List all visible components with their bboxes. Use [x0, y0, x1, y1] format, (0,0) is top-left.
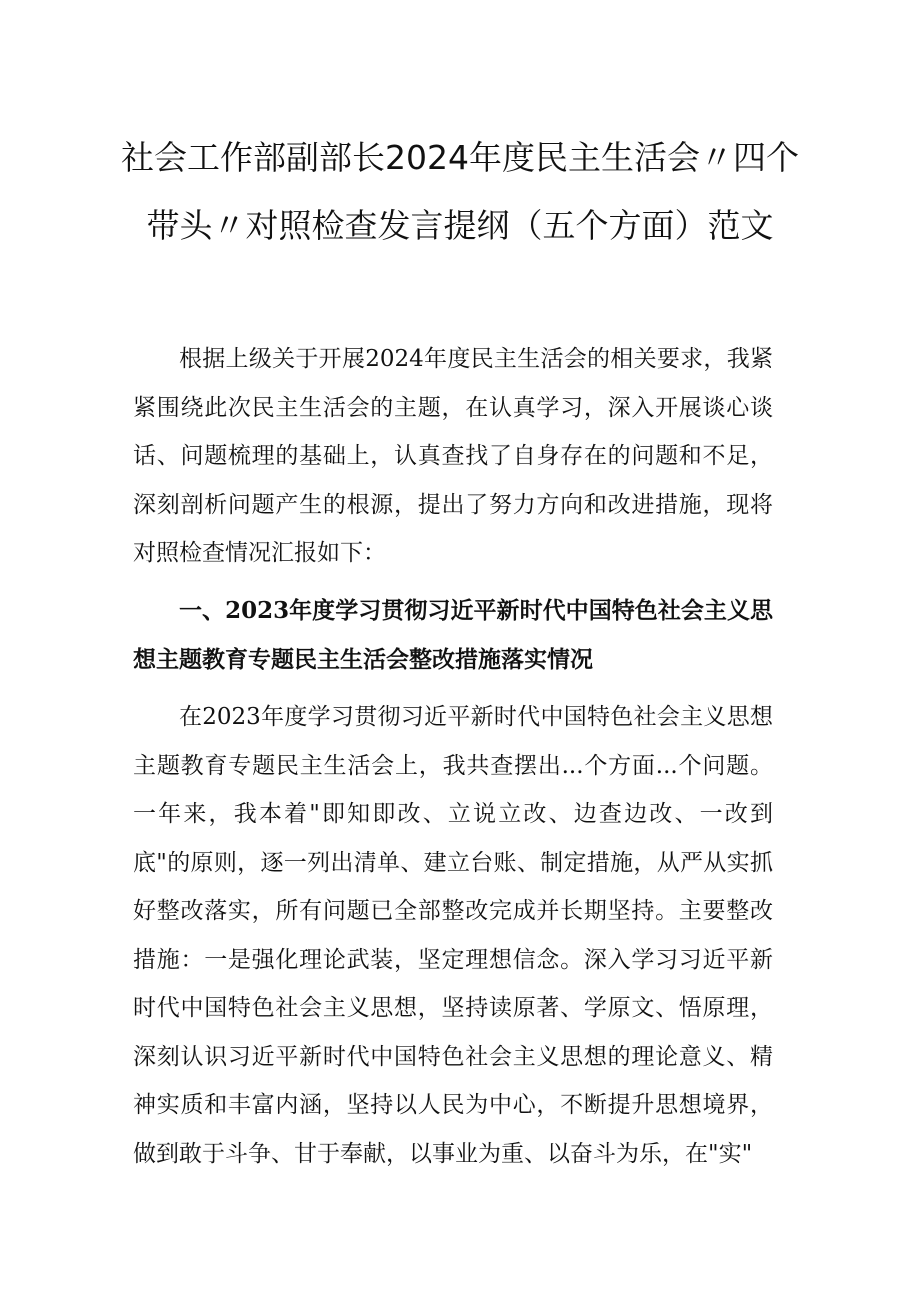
document-title: 社会工作部副部长2024年度民主生活会〃四个带头〃对照检查发言提纲（五个方面）范文: [121, 138, 799, 245]
intro-paragraph: 根据上级关于开展2024年度民主生活会的相关要求，我紧紧围绕此次民主生活会的主题，在认真学习，深入开展谈心谈话、问题梳理的基础上，认真查找了自身存在的问题和不足，深刻剖析问题产生的根源，提出了努力方向和改进措施，现将对照检查情况汇报如下：: [133, 346, 773, 566]
section-paragraph: 在2023年度学习贯彻习近平新时代中国特色社会主义思想主题教育专题民主生活会上，我共查摆出...个方面...个问题。一年来，我本着"即知即改、立说立改、边查边改、一改到底"的原则，逐一列出清单、建立台账、制定措施，从严从实抓好整改落实，所有问题已全部整改完成并长期坚持。主要整改措施：一是强化理论武装，坚定理想信念。深入学习习近平新时代中国特色社会主义思想，坚持读原著、学原文、悟原理，深刻认识习近平新时代中国特色社会主义思想的理论意义、精神实质和丰富内涵，坚持以人民为中心，不断提升思想境界，做到敢于斗争、甘于奉献，以事业为重、以奋斗为乐，在"实": [133, 704, 773, 1167]
section-heading: 一、2023年度学习贯彻习近平新时代中国特色社会主义思想主题教育专题民主生活会整改措施落实情况: [133, 597, 773, 673]
